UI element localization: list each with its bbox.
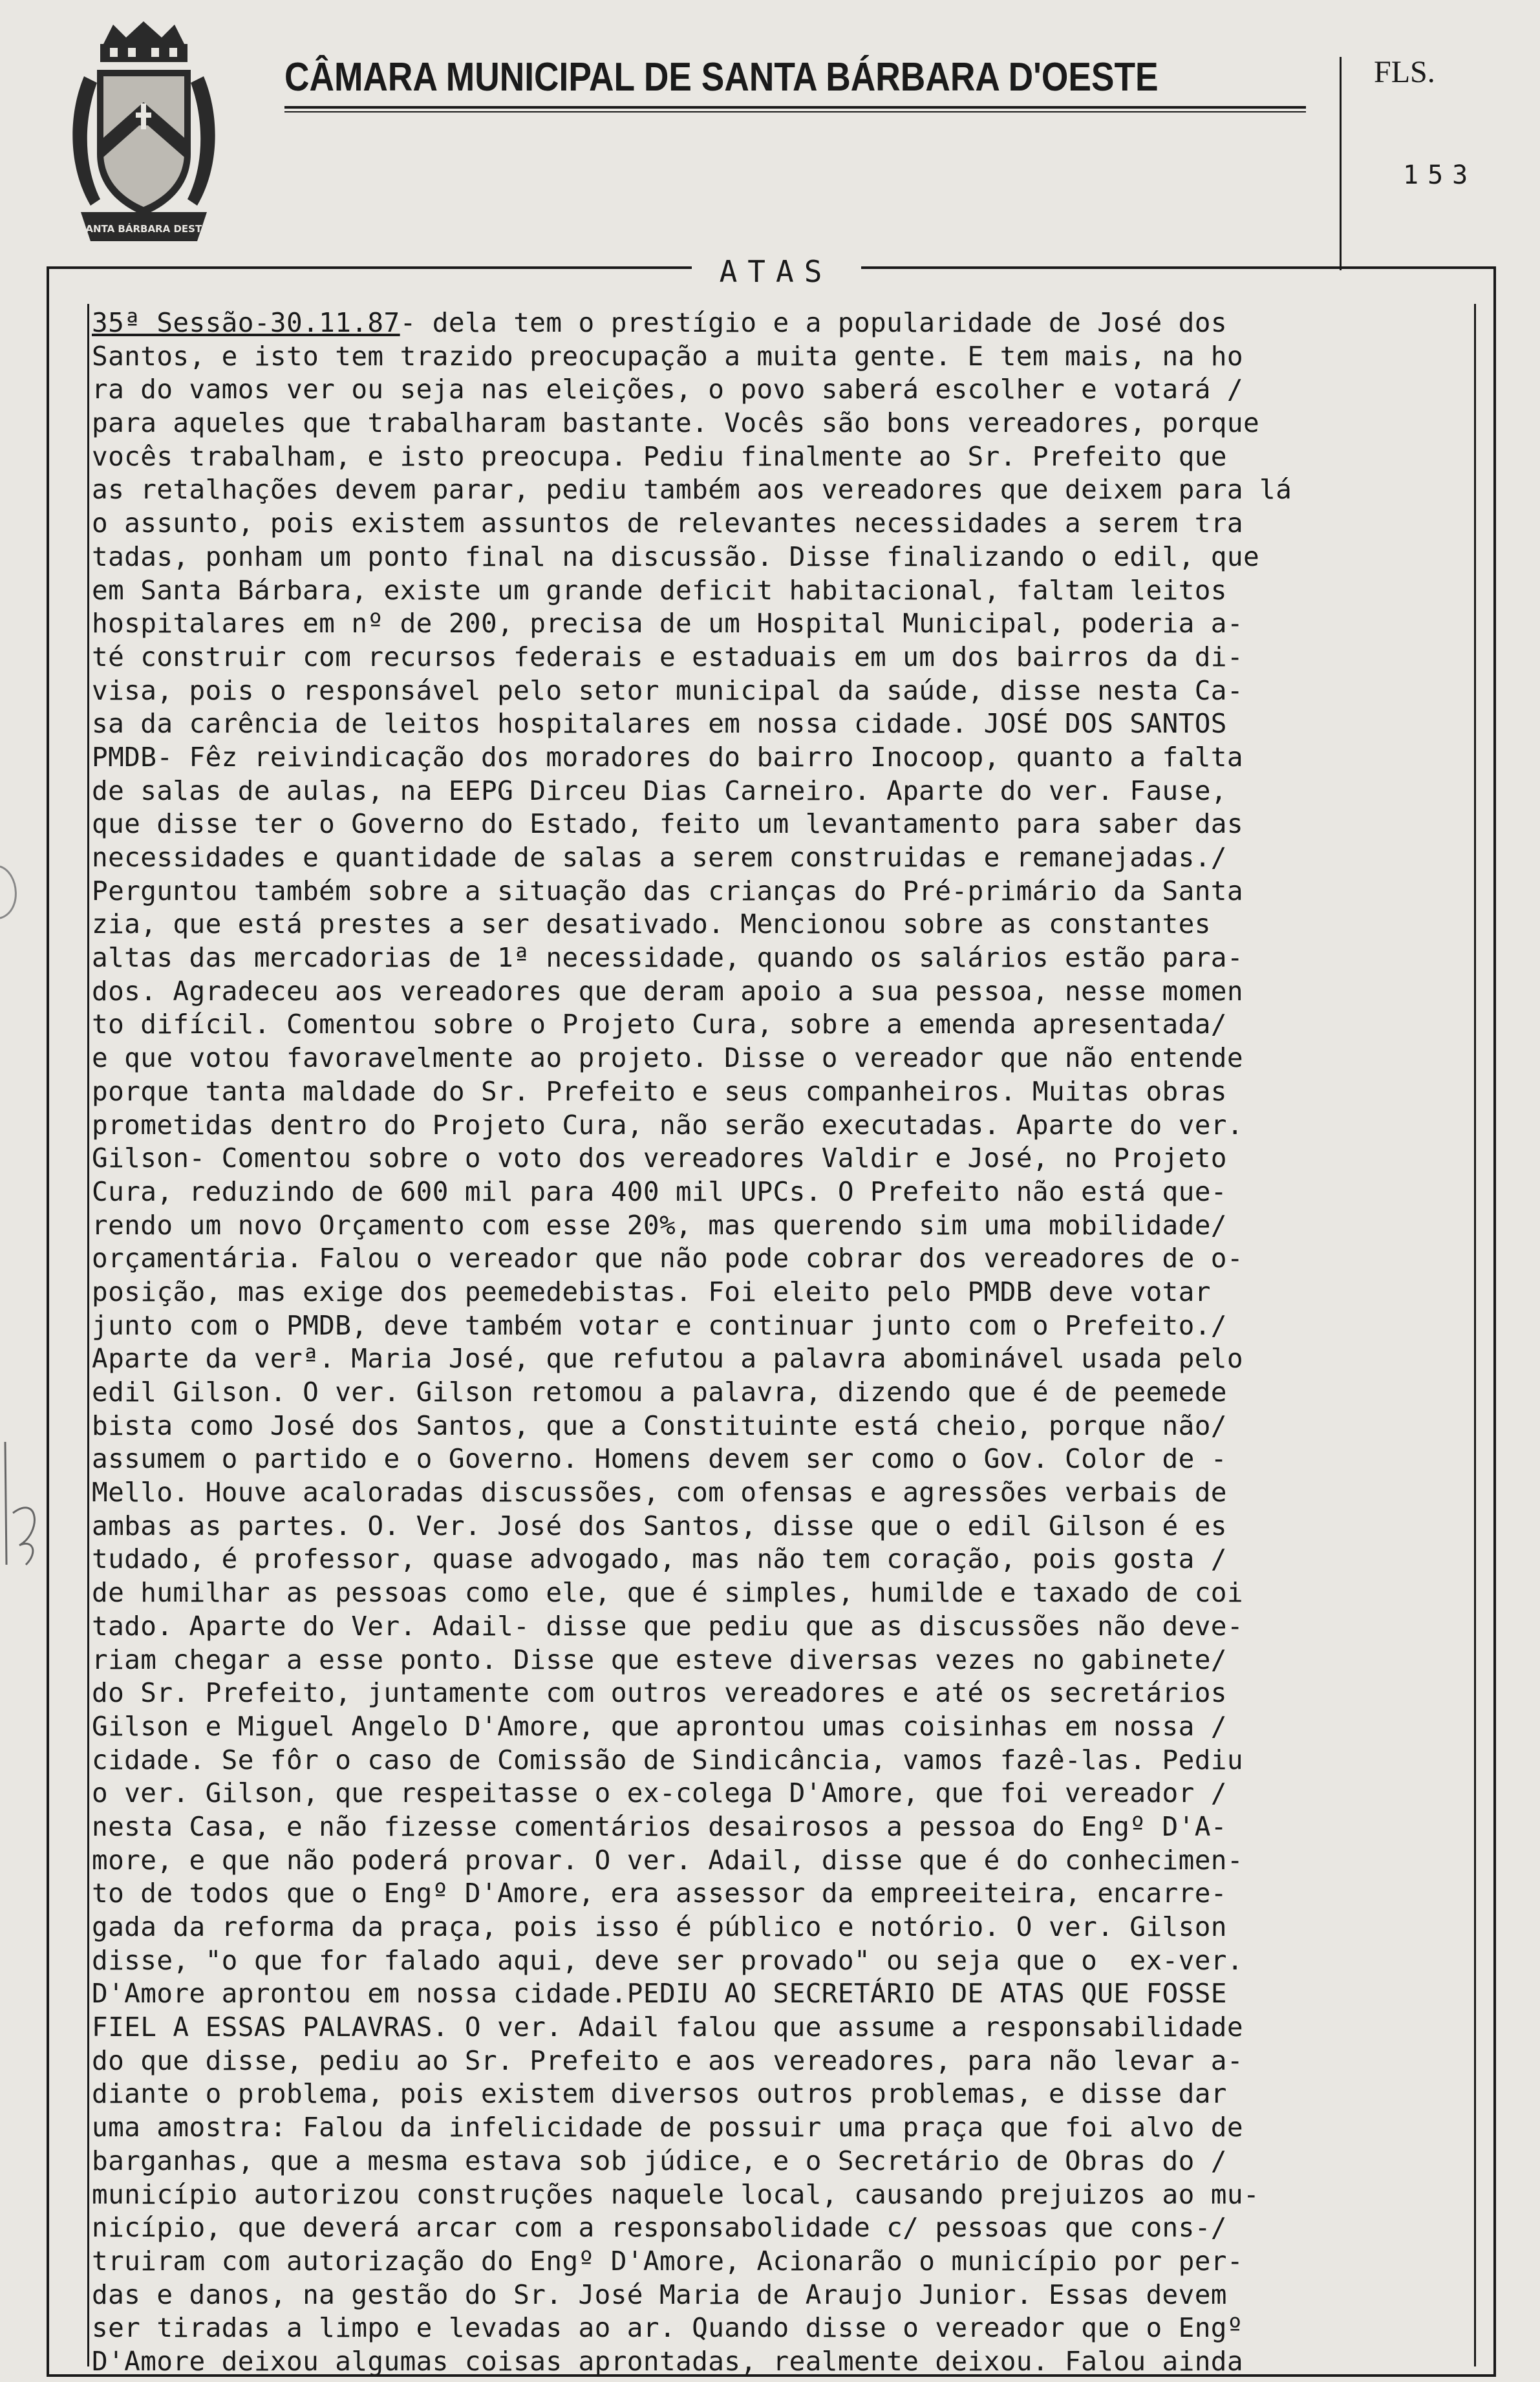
minutes-line-text: Mello. Houve acaloradas discussões, com ofensas e agressões verbais de (92, 1477, 1227, 1508)
minutes-line (92, 340, 1482, 374)
minutes-line (92, 2011, 1482, 2044)
minutes-line-text: junto com o PMDB, deve também votar e continuar junto com o Prefeito./ (92, 1309, 1227, 1341)
minutes-line (92, 2279, 1482, 2312)
minutes-line (92, 875, 1482, 908)
minutes-line (92, 1877, 1482, 1911)
minutes-line (92, 607, 1482, 641)
minutes-line-text: das e danos, na gestão do Sr. José Maria de Araujo Junior. Essas devem (92, 2279, 1227, 2310)
minutes-line-text: orçamentária. Falou o vereador que não pode cobrar dos vereadores de o- (92, 1243, 1243, 1274)
minutes-line-text: FIEL A ESSAS PALAVRAS. O ver. Adail falou que assume a responsabilidade (92, 2012, 1243, 2043)
minutes-line (92, 2044, 1482, 2078)
minutes-line (92, 1209, 1482, 1243)
minutes-line-text: o assunto, pois existem assuntos de relevantes necessidades a serem tra (92, 508, 1243, 539)
minutes-line (92, 707, 1482, 741)
municipal-coat-of-arms (65, 18, 223, 254)
minutes-line (92, 574, 1482, 608)
minutes-line (92, 1543, 1482, 1576)
folio-label: FLS. (1374, 55, 1435, 89)
minutes-line (92, 541, 1482, 574)
minutes-line-text: D'Amore deixou algumas coisas aprontadas, realmente deixou. Falou ainda (92, 2345, 1243, 2377)
minutes-line-text: tudado, é professor, quase advogado, mas não tem coração, pois gosta / (92, 1543, 1227, 1575)
minutes-line-text: altas das mercadorias de 1ª necessidade, quando os salários estão para- (92, 942, 1243, 974)
minutes-line (92, 1644, 1482, 1677)
minutes-line-text: dos. Agradeceu aos vereadores que deram apoio a sua pessoa, nesse momen (92, 975, 1243, 1007)
minutes-line (92, 1777, 1482, 1810)
session-reference: 35ª Sessão-30.11.87 (92, 307, 400, 338)
minutes-line (92, 2111, 1482, 2145)
minutes-line-text: Santos, e isto tem trazido preocupação a muita gente. E tem mais, na ho (92, 340, 1243, 372)
minutes-line-text: prometidas dentro do Projeto Cura, não serão executadas. Aparte do ver. (92, 1109, 1243, 1141)
minutes-line (92, 1142, 1482, 1175)
minutes-line-text: cidade. Se fôr o caso de Comissão de Sindicância, vamos fazê-las. Pediu (92, 1744, 1243, 1776)
minutes-line-text: assumem o partido e o Governo. Homens devem ser como o Gov. Color de - (92, 1443, 1227, 1475)
minutes-line-text: Cura, reduzindo de 600 mil para 400 mil UPCs. O Prefeito não está que- (92, 1175, 1227, 1207)
minutes-line-text: para aqueles que trabalharam bastante. Vocês são bons vereadores, porque (92, 407, 1260, 439)
minutes-line-text: as retalhações devem parar, pediu também aos vereadores que deixem para lá (92, 474, 1292, 506)
minutes-line (92, 440, 1482, 474)
minutes-line-text: PMDB- Fêz reivindicação dos moradores do bairro Inocoop, quanto a falta (92, 741, 1243, 773)
frame-top-border (47, 266, 692, 269)
minutes-line (92, 1576, 1482, 1610)
minutes-line (92, 941, 1482, 975)
minutes-line-text: gada da reforma da praça, pois isso é público e notório. O ver. Gilson (92, 1911, 1227, 1942)
minutes-line-text: Perguntou também sobre a situação das crianças do Pré-primário da Santa (92, 875, 1243, 907)
minutes-line-text: município autorizou construções naquele local, causando prejuizos ao mu- (92, 2178, 1260, 2210)
minutes-line (92, 2345, 1482, 2379)
folio-number: 153 (1403, 160, 1477, 190)
minutes-line-text: nesta Casa, e não fizesse comentários desairosos a pessoa do Engº D'A- (92, 1810, 1227, 1842)
minutes-line-text: do que disse, pediu ao Sr. Prefeito e aos vereadores, para não levar a- (92, 2044, 1243, 2076)
minutes-line-text: riam chegar a esse ponto. Disse que esteve diversas vezes no gabinete/ (92, 1644, 1227, 1675)
minutes-line (92, 2145, 1482, 2178)
minutes-line (92, 1510, 1482, 1543)
minutes-line-text: sa da carência de leitos hospitalares em nossa cidade. JOSÉ DOS SANTOS (92, 708, 1227, 740)
minutes-line (92, 741, 1482, 775)
margin-stamp-mark (0, 853, 39, 931)
minutes-line (92, 1610, 1482, 1644)
minutes-line (92, 2312, 1482, 2345)
minutes-line (92, 2077, 1482, 2111)
minutes-line-text: diante o problema, pois existem diversos outros problemas, e disse dar (92, 2078, 1227, 2110)
minutes-line-text: té construir com recursos federais e estaduais em um dos bairros da di- (92, 641, 1243, 672)
minutes-line-text: ambas as partes. O. Ver. José dos Santos, disse que o edil Gilson é es (92, 1510, 1227, 1541)
minutes-line-text: ser tiradas a limpo e levadas ao ar. Quando disse o vereador que o Engº (92, 2312, 1243, 2344)
minutes-line-text: vocês trabalham, e isto preocupa. Pediu finalmente ao Sr. Prefeito que (92, 440, 1227, 472)
minutes-line (92, 775, 1482, 808)
minutes-line-text: tadas, ponham um ponto final na discussão. Disse finalizando o edil, que (92, 541, 1260, 572)
minutes-line (92, 641, 1482, 674)
section-heading: ATAS (719, 254, 833, 289)
minutes-line (92, 975, 1482, 1009)
minutes-line (92, 1944, 1482, 1978)
minutes-line (92, 306, 1482, 340)
minutes-line-text: Aparte da verª. Maria José, que refutou a palavra abominável usada pelo (92, 1343, 1243, 1375)
minutes-line-text: - dela tem o prestígio e a popularidade de José dos (400, 307, 1227, 338)
minutes-line (92, 908, 1482, 941)
minutes-line (92, 1042, 1482, 1075)
minutes-line-text: barganhas, que a mesma estava sob júdice, e o Secretário de Obras do / (92, 2145, 1227, 2176)
minutes-line (92, 1175, 1482, 1209)
minutes-line-text: necessidades e quantidade de salas a serem construidas e remanejadas./ (92, 842, 1227, 873)
minutes-line (92, 1476, 1482, 1510)
title-underline-thin (284, 111, 1306, 113)
minutes-line (92, 1309, 1482, 1343)
minutes-line (92, 2245, 1482, 2279)
minutes-line-text: D'Amore aprontou em nossa cidade.PEDIU AO SECRETÁRIO DE ATAS QUE FOSSE (92, 1978, 1227, 2010)
minutes-line-text: uma amostra: Falou da infelicidade de possuir uma praça que foi alvo de (92, 2112, 1243, 2143)
minutes-line-text: truiram com autorização do Engº D'Amore, Acionarão o município por per- (92, 2245, 1243, 2277)
minutes-line-text: ra do vamos ver ou seja nas eleições, o povo saberá escolher e votará / (92, 374, 1243, 405)
minutes-line-text: o ver. Gilson, que respeitasse o ex-colega D'Amore, que foi vereador / (92, 1777, 1227, 1809)
minutes-line (92, 841, 1482, 875)
minutes-line-text: more, e que não poderá provar. O ver. Adail, disse que é do conhecimen- (92, 1844, 1243, 1876)
minutes-line (92, 407, 1482, 440)
minutes-line (92, 1710, 1482, 1744)
minutes-line-text: to de todos que o Engº D'Amore, era assessor da empreeiteira, encarre- (92, 1878, 1227, 1909)
chamber-title: CÂMARA MUNICIPAL DE SANTA BÁRBARA D'OESTE (284, 55, 1159, 100)
minutes-line (92, 2211, 1482, 2245)
frame-top-border (861, 266, 1495, 269)
minutes-line (92, 1376, 1482, 1410)
minutes-line-text: zia, que está prestes a ser desativado. Mencionou sobre as constantes (92, 908, 1211, 940)
margin-handwriting-mark (0, 1435, 45, 1578)
minutes-line (92, 2178, 1482, 2212)
minutes-line-text: Gilson e Miguel Angelo D'Amore, que aprontou umas coisinhas em nossa / (92, 1710, 1227, 1742)
minutes-line (92, 1242, 1482, 1276)
minutes-line (92, 1008, 1482, 1042)
minutes-line (92, 373, 1482, 407)
minutes-line-text: que disse ter o Governo do Estado, feito um levantamento para saber das (92, 808, 1243, 840)
minutes-line (92, 1075, 1482, 1109)
minutes-line (92, 1744, 1482, 1777)
minutes-line (92, 1677, 1482, 1710)
minutes-line (92, 1810, 1482, 1844)
minutes-line (92, 1977, 1482, 2011)
emblem-ribbon-text: SANTA BÁRBARA DESTE (78, 223, 209, 235)
frame-left-border (47, 266, 49, 2376)
minutes-line (92, 473, 1482, 507)
minutes-line (92, 1844, 1482, 1878)
minutes-line-text: rendo um novo Orçamento com esse 20%, mas querendo sim uma mobilidade/ (92, 1209, 1227, 1241)
minutes-line-text: porque tanta maldade do Sr. Prefeito e seus companheiros. Muitas obras (92, 1075, 1227, 1107)
text-margin-line-left (87, 304, 89, 2366)
minutes-line (92, 808, 1482, 841)
minutes-line-text: nicípio, que deverá arcar com a responsabolidade c/ pessoas que cons-/ (92, 2212, 1227, 2244)
minutes-line-text: posição, mas exige dos peemedebistas. Foi eleito pelo PMDB deve votar (92, 1276, 1211, 1307)
minutes-line (92, 1443, 1482, 1476)
title-underline (284, 106, 1306, 109)
minutes-line-text: edil Gilson. O ver. Gilson retomou a palavra, dizendo que é de peemede (92, 1377, 1227, 1408)
frame-right-border (1493, 266, 1496, 2376)
folio-divider (1340, 57, 1342, 270)
minutes-line (92, 1109, 1482, 1143)
minutes-line-text: e que votou favoravelmente ao projeto. Disse o vereador que não entende (92, 1042, 1243, 1074)
minutes-line-text: Gilson- Comentou sobre o voto dos vereadores Valdir e José, no Projeto (92, 1143, 1227, 1174)
minutes-line-text: tado. Aparte do Ver. Adail- disse que pediu que as discussões não deve- (92, 1610, 1243, 1642)
minutes-line (92, 674, 1482, 708)
minutes-line-text: hospitalares em nº de 200, precisa de um Hospital Municipal, poderia a- (92, 608, 1243, 639)
minutes-line (92, 1911, 1482, 1944)
minutes-line (92, 1410, 1482, 1443)
minutes-line-text: to difícil. Comentou sobre o Projeto Cura, sobre a emenda apresentada/ (92, 1009, 1227, 1040)
minutes-line-text: de humilhar as pessoas como ele, que é simples, humilde e taxado de coi (92, 1577, 1243, 1609)
minutes-text (92, 306, 1482, 2379)
minutes-line-text: de salas de aulas, na EEPG Dirceu Dias Carneiro. Aparte do ver. Fause, (92, 775, 1227, 806)
minutes-line (92, 1342, 1482, 1376)
minutes-line-text: bista como José dos Santos, que a Constituinte está cheio, porque não/ (92, 1410, 1227, 1441)
minutes-line-text: do Sr. Prefeito, juntamente com outros vereadores e até os secretários (92, 1677, 1227, 1709)
minutes-line (92, 1276, 1482, 1309)
minutes-line (92, 507, 1482, 541)
minutes-line-text: disse, "o que for falado aqui, deve ser provado" ou seja que o ex-ver. (92, 1944, 1243, 1976)
minutes-line-text: visa, pois o responsável pelo setor municipal da saúde, disse nesta Ca- (92, 674, 1243, 706)
minutes-line-text: em Santa Bárbara, existe um grande deficit habitacional, faltam leitos (92, 574, 1227, 606)
